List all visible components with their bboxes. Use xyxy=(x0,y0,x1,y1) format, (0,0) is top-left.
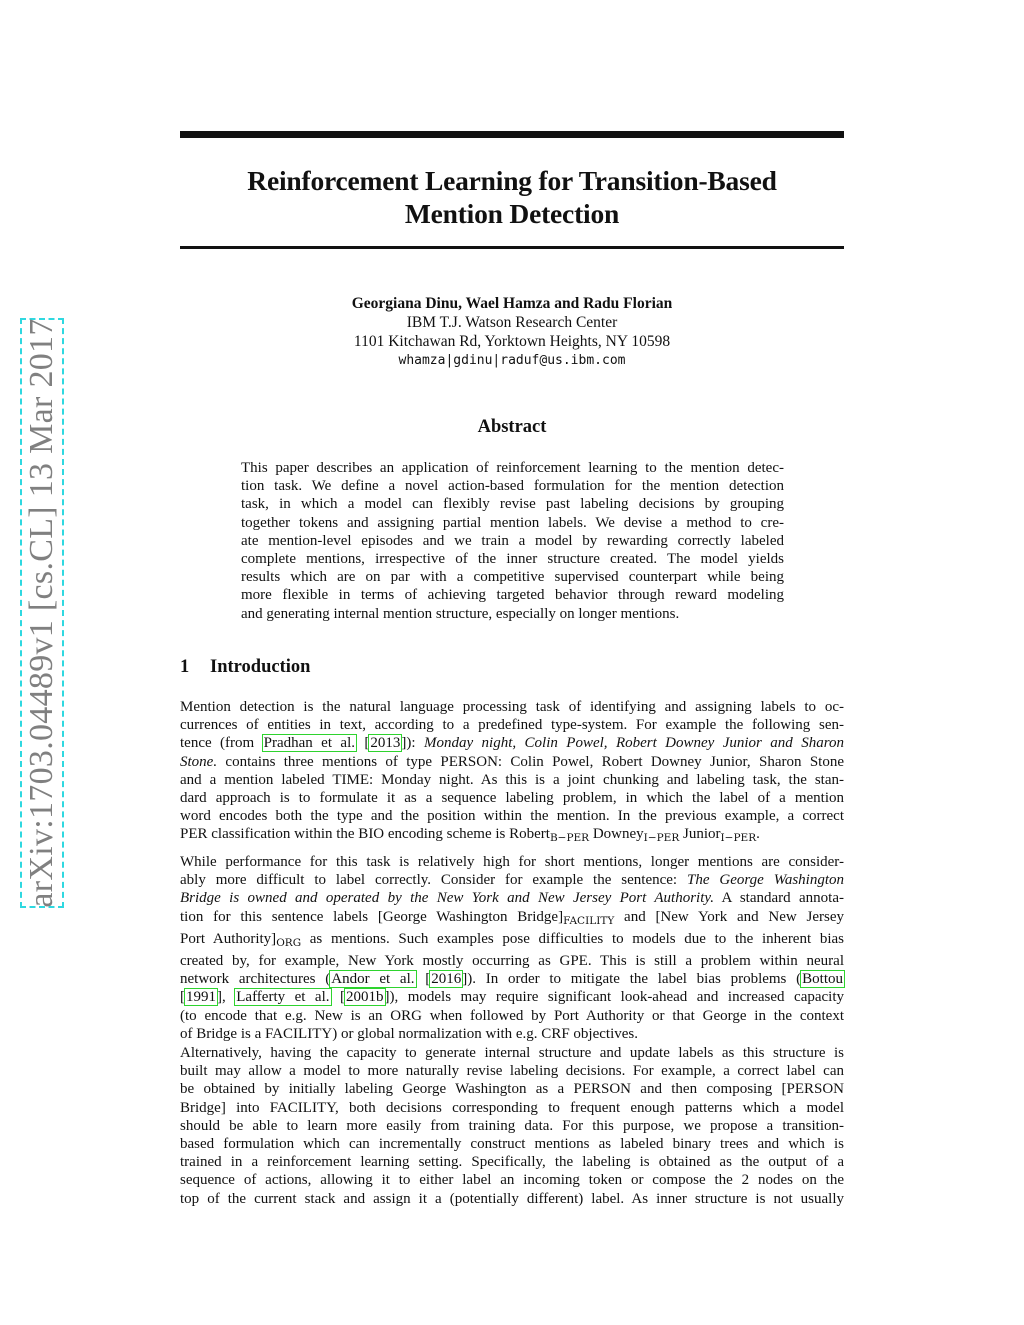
abstract-line: tion task. We define a novel action-based formulation for the mention detection xyxy=(241,478,784,495)
paragraph-line: be obtained by initially labeling George Washington as a PERSON and then composing [PERSON xyxy=(180,1081,844,1098)
paragraph-line xyxy=(180,734,844,752)
abstract-line: This paper describes an application of reinforcement learning to the mention detec- xyxy=(241,460,784,476)
paragraph-line: sequence of actions, allowing it to either label an incoming token or compose the 2 nodes on the xyxy=(180,1172,844,1189)
text-run: Downey xyxy=(589,826,644,843)
abstract-line: together tokens and assigning partial mention labels. We devise a method to cre- xyxy=(241,514,784,531)
title-line-1: Reinforcement Learning for Transition-Based xyxy=(247,165,777,196)
section-title: Introduction xyxy=(210,657,311,677)
paragraph-line: currences of entities in text, according to a predefined type-system. For example the following sen- xyxy=(180,717,844,734)
text-run: [ xyxy=(415,971,431,988)
paragraph-line: and a mention labeled TIME: Monday night. As this is a joint chunking and labeling task, the stan- xyxy=(180,771,844,788)
author-address: 1101 Kitchawan Rd, Yorktown Heights, NY 10598 xyxy=(353,333,671,350)
subscript-label: I−PER xyxy=(720,832,757,845)
intro-paragraph-3 xyxy=(180,1044,844,1208)
paragraph-line: of Bridge is a FACILITY) or global normalization with e.g. CRF objectives. xyxy=(180,1025,638,1042)
abstract-line: more flexible in terms of achieving targeted behavior through reward modeling xyxy=(241,587,784,604)
text-run: [ xyxy=(180,989,185,1006)
citation-link-pradhan[interactable]: Pradhan et al. xyxy=(263,735,355,752)
citation-link-1991[interactable]: 1991 xyxy=(186,989,216,1006)
text-run: ]), models may require significant look-ahead and increased capacity xyxy=(384,989,845,1006)
text-run: [ xyxy=(330,989,345,1006)
text-run: Junior xyxy=(679,826,721,843)
paragraph-line: trained in a reinforcement learning setting. Specifically, the labeling is obtained as the output of a xyxy=(180,1154,844,1171)
paragraph-line xyxy=(180,930,844,952)
text-run: Port Authority] xyxy=(180,930,277,947)
citation-link-lafferty[interactable]: Lafferty et al. xyxy=(236,989,330,1006)
citation-link-2013[interactable]: 2013 xyxy=(370,735,401,752)
text-run: ably more difficult to label correctly. Consider for example the sentence: xyxy=(180,872,687,889)
paragraph-line: word encodes both the type and the position within the mention. In the previous example, a correct xyxy=(180,808,844,825)
text-run: ], xyxy=(217,989,236,1006)
subscript-label: ORG xyxy=(276,936,302,949)
citation-link-2001b[interactable]: 2001b xyxy=(346,989,384,1006)
paragraph-line xyxy=(180,908,844,930)
abstract-body xyxy=(241,459,784,623)
author-affiliation: IBM T.J. Watson Research Center xyxy=(406,314,618,331)
title-bottom-rule xyxy=(180,246,844,249)
author-email: whamza|gdinu|raduf@us.ibm.com xyxy=(398,353,626,368)
paragraph-line xyxy=(180,970,844,988)
text-run: as mentions. Such examples pose difficulties to models due to the inherent bias xyxy=(301,930,844,947)
arxiv-identifier[interactable]: arXiv:1703.04489v1 [cs.CL] 13 Mar 2017 xyxy=(23,318,60,908)
citation-link-bottou[interactable]: Bottou xyxy=(802,971,843,988)
paragraph-line: should be able to learn more easily from training data. For this purpose, we propose a transition- xyxy=(180,1117,844,1134)
abstract-line: and generating internal mention structure, especially on longer mentions. xyxy=(241,605,680,622)
abstract-heading: Abstract xyxy=(477,417,547,437)
abstract-line: results which are on par with a competitive supervised counterpart while being xyxy=(241,569,784,586)
text-run: ]): xyxy=(401,735,424,752)
paragraph-line xyxy=(180,871,844,889)
text-run: A standard annota- xyxy=(713,890,844,907)
paper-title xyxy=(180,164,844,230)
paragraph-line: Alternatively, having the capacity to generate internal structure and update labels as this structure is xyxy=(180,1045,844,1061)
text-run: tion for this sentence labels [George Washington Bridge] xyxy=(180,908,564,925)
paragraph-line xyxy=(180,889,844,907)
intro-paragraph-2 xyxy=(180,853,844,1043)
example-sentence: Monday night, Colin Powel, Robert Downey Junior and Sharon xyxy=(423,735,844,752)
text-run: tence (from xyxy=(180,735,263,752)
text-run: contains three mentions of type PERSON: Colin Powel, Robert Downey Junior, Sharon Stone xyxy=(217,753,844,770)
text-run: and [New York and New Jersey xyxy=(614,908,844,925)
section-number: 1 xyxy=(180,657,190,677)
paragraph-line: dard approach is to formulate it as a sequence labeling problem, in which the label of a mention xyxy=(180,790,844,807)
abstract-line: ate mention-level episodes and we train a model by rewarding correctly labeled xyxy=(241,532,784,549)
paragraph-line xyxy=(180,825,844,847)
text-run: . xyxy=(756,826,760,843)
title-line-2: Mention Detection xyxy=(404,198,620,229)
text-run: network architectures ( xyxy=(180,971,331,988)
paragraph-line: based formulation which can incrementally construct mentions as labeled binary trees and which is xyxy=(180,1136,844,1153)
paragraph-line: While performance for this task is relatively high for short mentions, longer mentions are consider- xyxy=(180,854,844,870)
section-heading xyxy=(180,657,310,678)
paragraph-line xyxy=(180,988,844,1006)
author-block xyxy=(180,294,844,370)
example-sentence: Stone. xyxy=(180,753,218,770)
text-run: [ xyxy=(356,735,370,752)
abstract-line: task, in which a model can flexibly revise past labeling decisions by grouping xyxy=(241,496,784,513)
paragraph-line: Mention detection is the natural language processing task of identifying and assigning labels to oc- xyxy=(180,699,844,715)
paragraph-line xyxy=(180,753,844,771)
paragraph-line: top of the current stack and assign it a (potentially different) label. As inner structure is not usually xyxy=(180,1190,844,1207)
subscript-label: FACILITY xyxy=(563,914,615,927)
intro-paragraph-1 xyxy=(180,698,844,848)
author-names: Georgiana Dinu, Wael Hamza and Radu Florian xyxy=(351,295,673,312)
paragraph-line: built may allow a model to more naturally revise labeling decisions. For example, a correct label can xyxy=(180,1063,844,1080)
citation-link-2016[interactable]: 2016 xyxy=(431,971,462,988)
text-run: ]). In order to mitigate the label bias problems ( xyxy=(462,971,802,988)
abstract-line: complete mentions, irrespective of the inner structure created. The model yields xyxy=(241,551,784,568)
paragraph-line: Bridge] into FACILITY, both decisions corresponding to frequent enough patterns which a model xyxy=(180,1099,844,1116)
title-top-rule xyxy=(180,131,844,138)
subscript-label: I−PER xyxy=(643,832,680,845)
subscript-label: B−PER xyxy=(549,832,590,845)
text-run: PER classification within the BIO encoding scheme is Robert xyxy=(180,826,550,843)
paragraph-line: created by, for example, New York mostly occurring as GPE. This is still a problem within neural xyxy=(180,953,844,970)
citation-link-andor[interactable]: Andor et al. xyxy=(331,971,415,988)
example-sentence: Bridge is owned and operated by the New York and New Jersey Port Authority. xyxy=(180,890,714,907)
example-sentence: The George Washington xyxy=(686,872,844,889)
paragraph-line: (to encode that e.g. New is an ORG when followed by Port Authority or that George in the context xyxy=(180,1007,844,1024)
